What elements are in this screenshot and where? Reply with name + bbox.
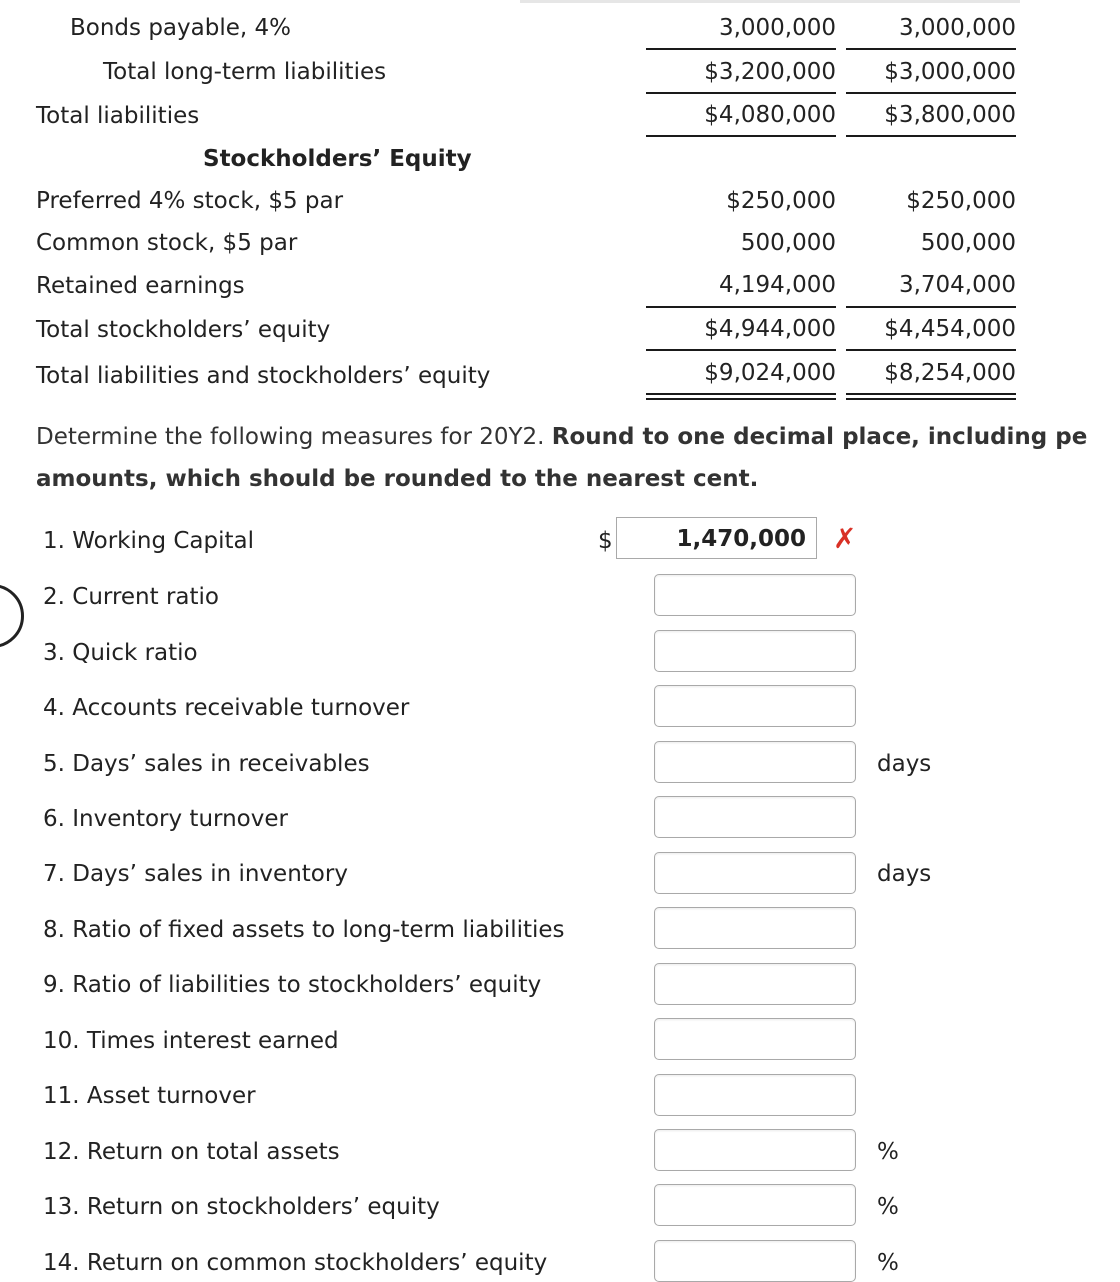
bonds-y1: 3,000,000 xyxy=(898,15,1016,41)
unit-label: % xyxy=(877,1250,899,1276)
bonds-label: Bonds payable, 4% xyxy=(70,15,291,41)
answer-input[interactable] xyxy=(654,1240,856,1282)
double-rule xyxy=(846,393,1016,395)
answer-input[interactable] xyxy=(654,741,856,783)
working-capital-input[interactable] xyxy=(616,517,817,559)
rule xyxy=(646,349,836,351)
left-edge-circle xyxy=(0,584,24,648)
total-liab-y1: $3,800,000 xyxy=(884,102,1016,128)
total-lt-y2: $3,200,000 xyxy=(704,59,836,85)
answer-input[interactable] xyxy=(654,685,856,727)
rule xyxy=(846,135,1016,137)
unit-label: % xyxy=(877,1139,899,1165)
retained-label: Retained earnings xyxy=(36,273,245,299)
double-rule xyxy=(646,398,836,400)
working-capital-value: 1,470,000 xyxy=(676,526,806,552)
total-equity-label: Total stockholders’ equity xyxy=(36,317,331,343)
answer-input[interactable] xyxy=(654,963,856,1005)
question-label: 4. Accounts receivable turnover xyxy=(43,695,410,721)
preferred-label: Preferred 4% stock, $5 par xyxy=(36,188,344,214)
answer-input[interactable] xyxy=(654,630,856,672)
question-label: 12. Return on total assets xyxy=(43,1139,340,1165)
dollar-prefix: $ xyxy=(598,528,613,554)
double-rule xyxy=(646,393,836,395)
question-label: 13. Return on stockholders’ equity xyxy=(43,1194,440,1220)
question-label: 2. Current ratio xyxy=(43,584,219,610)
unit-label: days xyxy=(877,751,932,777)
answer-input[interactable] xyxy=(654,1074,856,1116)
answer-input[interactable] xyxy=(654,1129,856,1171)
question-label: 3. Quick ratio xyxy=(43,640,198,666)
instructions xyxy=(36,416,1087,500)
double-rule xyxy=(846,398,1016,400)
question-label: 6. Inventory turnover xyxy=(43,806,288,832)
bonds-y2: 3,000,000 xyxy=(718,15,836,41)
rule xyxy=(846,306,1016,308)
rule xyxy=(646,135,836,137)
answer-input[interactable] xyxy=(654,1018,856,1060)
question-label: 8. Ratio of fixed assets to long-term liabilities xyxy=(43,917,565,943)
unit-label: % xyxy=(877,1194,899,1220)
answer-input[interactable] xyxy=(654,1184,856,1226)
question-label: 5. Days’ sales in receivables xyxy=(43,751,370,777)
rule xyxy=(846,48,1016,50)
incorrect-icon: ✗ xyxy=(833,522,857,555)
answer-input[interactable] xyxy=(654,796,856,838)
retained-y1: 3,704,000 xyxy=(898,272,1016,298)
answer-input[interactable] xyxy=(654,852,856,894)
rule xyxy=(846,349,1016,351)
rule xyxy=(846,92,1016,94)
total-le-label: Total liabilities and stockholders’ equity xyxy=(36,363,491,389)
total-equity-y1: $4,454,000 xyxy=(884,316,1016,342)
total-liab-y2: $4,080,000 xyxy=(704,102,836,128)
question-label: 14. Return on common stockholders’ equity xyxy=(43,1250,548,1276)
rule xyxy=(646,48,836,50)
answer-input[interactable] xyxy=(654,907,856,949)
question-label: 1. Working Capital xyxy=(43,528,255,554)
question-label: 7. Days’ sales in inventory xyxy=(43,861,348,887)
total-lt-y1: $3,000,000 xyxy=(884,59,1016,85)
equity-heading: Stockholders’ Equity xyxy=(203,146,472,172)
question-label: 11. Asset turnover xyxy=(43,1083,256,1109)
unit-label: days xyxy=(877,861,932,887)
total-equity-y2: $4,944,000 xyxy=(704,316,836,342)
total-le-y2: $9,024,000 xyxy=(704,360,836,386)
answer-input[interactable] xyxy=(654,574,856,616)
question-label: 10. Times interest earned xyxy=(43,1028,339,1054)
total-lt-label: Total long-term liabilities xyxy=(103,59,387,85)
rule xyxy=(646,306,836,308)
common-y1: 500,000 xyxy=(920,230,1016,256)
retained-y2: 4,194,000 xyxy=(718,272,836,298)
total-liab-label: Total liabilities xyxy=(36,103,200,129)
top-border xyxy=(520,0,1020,3)
rule xyxy=(646,92,836,94)
instructions-plain: Determine the following measures for 20Y2. xyxy=(36,424,552,450)
common-y2: 500,000 xyxy=(740,230,836,256)
preferred-y2: $250,000 xyxy=(726,188,836,214)
total-le-y1: $8,254,000 xyxy=(884,360,1016,386)
common-label: Common stock, $5 par xyxy=(36,230,298,256)
instructions-bold-1: Round to one decimal place, including pe xyxy=(551,424,1088,450)
instructions-bold-2: amounts, which should be rounded to the nearest cent. xyxy=(36,466,759,492)
question-label: 9. Ratio of liabilities to stockholders’ equity xyxy=(43,972,542,998)
preferred-y1: $250,000 xyxy=(906,188,1016,214)
